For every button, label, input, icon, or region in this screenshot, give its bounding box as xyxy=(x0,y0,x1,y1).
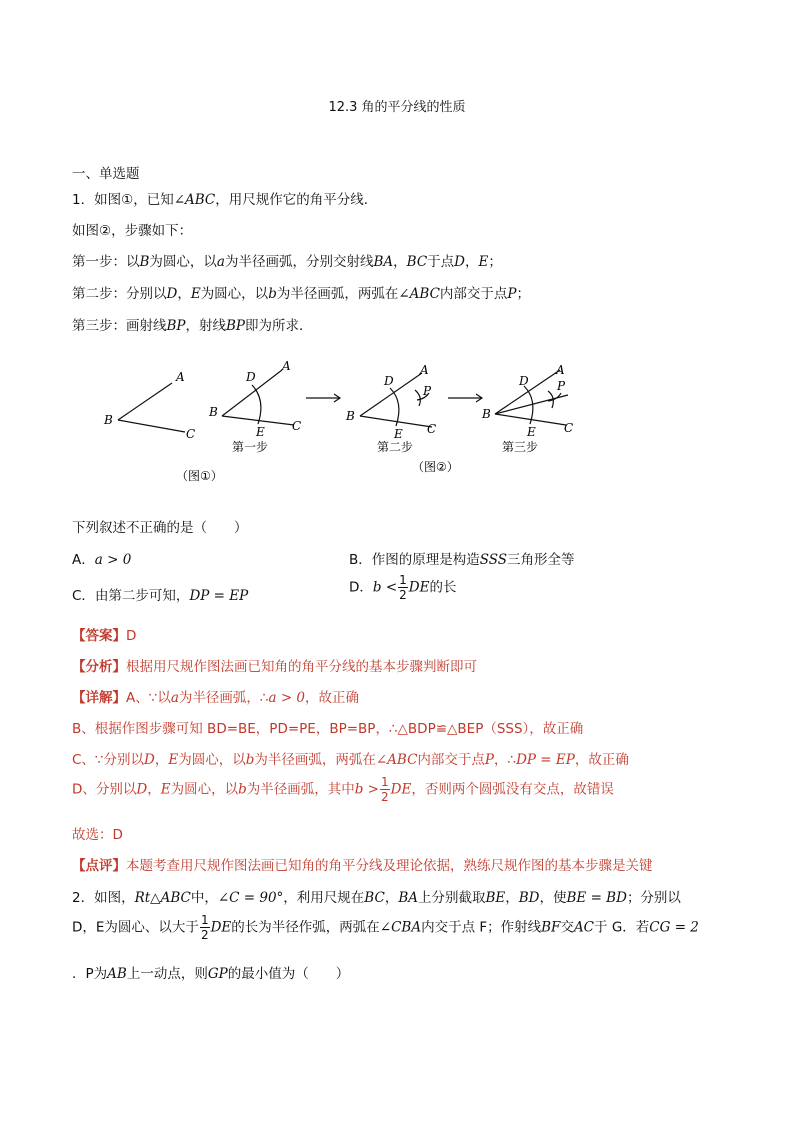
detail-text: ，故正确 xyxy=(305,690,360,706)
comma: ， xyxy=(177,286,191,302)
detail-text: A、∵以 xyxy=(126,690,171,706)
option-c-text: 由第二步可知， xyxy=(94,588,190,604)
q2-be: BE xyxy=(485,890,506,906)
detail-math: a > 0 xyxy=(268,690,306,706)
step3-caption: 第三步 xyxy=(502,440,539,454)
step1-label-a: A xyxy=(282,359,291,373)
step-text: 为半径画弧，两弧在 xyxy=(276,286,399,302)
option-d-math: b < xyxy=(372,579,398,596)
q1-step3 xyxy=(72,314,313,334)
comment-label: 【点评】 xyxy=(72,858,126,874)
step-text: 为半径画弧，分别交射线 xyxy=(224,254,374,270)
q1-number: 1． xyxy=(72,192,95,208)
fraction-numerator: 1 xyxy=(399,573,407,587)
step2-label-p: P xyxy=(423,384,432,398)
q2-line-2 xyxy=(72,914,699,941)
q2-line-1 xyxy=(72,886,681,906)
step3-label-a: A xyxy=(556,363,565,377)
ray-ba: BA xyxy=(373,254,394,270)
step3-label-d: D xyxy=(519,374,529,388)
q2-bf: BF xyxy=(541,919,561,936)
q2-ab: AB xyxy=(107,966,127,982)
detail-text: 为半径画弧，∴ xyxy=(178,690,269,706)
point-p: P xyxy=(507,286,517,302)
option-d xyxy=(349,574,456,601)
detail-label: 【详解】 xyxy=(72,690,126,706)
fig1-ray-bc xyxy=(118,420,185,432)
q2-angle-cba: ∠CBA xyxy=(379,919,422,936)
step-text: 第一步：以 xyxy=(72,254,140,270)
q1-fig-intro: 如图②，步骤如下： xyxy=(72,223,193,239)
step-text: 于点 xyxy=(427,254,455,270)
point-e: E xyxy=(160,781,171,798)
step2-label-a: A xyxy=(420,363,429,377)
section-heading: 一、单选题 xyxy=(72,166,140,182)
q2-gp: GP xyxy=(207,966,228,982)
step2-label-b: B xyxy=(346,409,355,423)
detail-math: b > xyxy=(354,781,379,798)
option-a xyxy=(72,548,131,568)
q2-bd: BD xyxy=(518,890,540,906)
point-p: P xyxy=(484,752,495,768)
var-a: a xyxy=(216,254,225,270)
q2-text: ；分别以 xyxy=(626,890,681,906)
fraction-denominator: 2 xyxy=(399,588,407,602)
answer-line xyxy=(72,624,136,644)
step-text: 第二步：分别以 xyxy=(72,286,167,302)
point-e: E xyxy=(190,286,201,302)
step3-label-c: C xyxy=(564,421,574,435)
step-text: ，射线 xyxy=(185,318,227,334)
q2-text: 的长为半径作弧，两弧在 xyxy=(231,919,380,936)
comma: ， xyxy=(154,752,169,768)
q2-text: 如图， xyxy=(94,890,135,906)
step1-caption: 第一步 xyxy=(232,440,269,454)
option-b-text: 三角形全等 xyxy=(507,552,575,568)
step-text: 内部交于点 xyxy=(439,286,508,302)
point-e: E xyxy=(168,752,179,768)
fig1-label-a: A xyxy=(176,370,185,384)
detail-text: 为圆心，以 xyxy=(178,752,246,768)
var-b: b xyxy=(238,781,247,798)
q2-text: 中， xyxy=(190,890,218,906)
option-b xyxy=(349,548,575,568)
option-c-label: C． xyxy=(72,588,95,604)
q1-stem-text: ，用尺规作它的角平分线． xyxy=(215,192,378,208)
ray-bc: BC xyxy=(406,254,428,270)
segment-de: DE xyxy=(390,781,412,798)
step1-label-e: E xyxy=(256,425,265,439)
analysis-label: 【分析】 xyxy=(72,659,126,675)
detail-text: C、∵分别以 xyxy=(72,752,145,768)
point-e: E xyxy=(478,254,489,270)
detail-line-a xyxy=(72,686,359,706)
fig1-ray-ba xyxy=(118,383,172,420)
q2-number: 2． xyxy=(72,890,95,906)
step2-arc-small xyxy=(415,390,420,406)
step2-caption: 第二步 xyxy=(377,440,414,454)
ray-bp: BP xyxy=(226,318,246,334)
construction-figures xyxy=(90,350,710,490)
analysis-line xyxy=(72,655,477,675)
answer-value: D xyxy=(126,628,137,644)
detail-text: 为半径画弧，两弧在 xyxy=(254,752,376,768)
q2-ba: BA xyxy=(398,890,418,906)
q2-ac: AC xyxy=(573,919,595,936)
option-b-sss: SSS xyxy=(479,552,508,568)
q2-text: 内交于点 F；作射线 xyxy=(421,919,542,936)
step-text: 为圆心，以 xyxy=(149,254,217,270)
step1-label-c: C xyxy=(292,419,302,433)
point-d: D xyxy=(144,752,155,768)
comma: ， xyxy=(384,890,399,906)
q1-prompt: 下列叙述不正确的是（ ） xyxy=(72,520,248,536)
comma: ， xyxy=(505,890,519,906)
point-d: D xyxy=(166,286,178,302)
var-b: b xyxy=(268,286,277,302)
point-d: D xyxy=(136,781,148,798)
option-c-math: DP = EP xyxy=(189,588,249,604)
fraction-denominator: 2 xyxy=(381,790,389,804)
step3-label-p: P xyxy=(557,379,566,393)
angle-abc: ∠ABC xyxy=(375,752,418,768)
option-c xyxy=(72,584,248,604)
q2-text: 上分别截取 xyxy=(417,890,486,906)
point-d: D xyxy=(454,254,465,270)
q2-text: ，使 xyxy=(539,890,567,906)
option-b-label: B． xyxy=(349,552,372,568)
q2-text: ，利用尺规在 xyxy=(283,890,365,906)
comma: ， xyxy=(465,254,479,270)
comment-line xyxy=(72,854,653,874)
comment-text: 本题考查用尺规作图法画已知角的角平分线及理论依据，熟练尺规作图的基本步骤是关键 xyxy=(126,858,653,874)
option-a-label: A． xyxy=(72,552,95,568)
fig1-label-c: C xyxy=(186,427,196,441)
q1-step1 xyxy=(72,250,502,270)
comma: ， xyxy=(393,254,407,270)
detail-math: DP = EP xyxy=(516,752,575,768)
var-b: b xyxy=(245,752,255,768)
ray-bp: BP xyxy=(166,318,186,334)
q2-be-bd: BE = BD xyxy=(566,890,627,906)
fraction-numerator: 1 xyxy=(200,913,209,927)
step1-label-b: B xyxy=(209,405,218,419)
fig1-label-b: B xyxy=(104,413,113,427)
q2-triangle: Rt△ABC xyxy=(134,890,191,906)
q2-text: ．P为 xyxy=(72,966,108,982)
fraction-numerator: 1 xyxy=(381,775,389,789)
semicolon: ； xyxy=(516,286,530,302)
step2-label-d: D xyxy=(384,374,394,388)
q2-text: 上一动点，则 xyxy=(126,966,208,982)
q2-cg: CG = 2 xyxy=(649,919,699,936)
q1-stem xyxy=(72,188,377,208)
fig1-caption: （图①） xyxy=(176,469,223,483)
step-text: 即为所求． xyxy=(245,318,313,334)
fraction-half xyxy=(380,776,390,803)
analysis-text: 根据用尺规作图法画已知角的角平分线的基本步骤判断即可 xyxy=(126,659,477,675)
detail-text: ，∴ xyxy=(494,752,517,768)
q2-text: 于 G．若 xyxy=(594,919,650,936)
detail-line-d xyxy=(72,776,614,803)
detail-line-c xyxy=(72,748,629,768)
step3-label-b: B xyxy=(482,407,491,421)
q1-stem-text: 如图①，已知 xyxy=(94,192,174,208)
q1-step2 xyxy=(72,282,530,302)
fraction-half xyxy=(200,914,210,941)
fraction-half xyxy=(398,574,408,601)
semicolon: ； xyxy=(488,254,502,270)
detail-text: 为半径画弧，其中 xyxy=(246,781,355,798)
fig2-caption: （图②） xyxy=(412,460,459,474)
conclusion-line: 故选：D xyxy=(72,827,123,843)
answer-label: 【答案】 xyxy=(72,628,126,644)
detail-text: ，否则两个圆弧没有交点，故错误 xyxy=(411,781,614,798)
q2-text: 的最小值为（ ） xyxy=(227,966,350,982)
segment-de: DE xyxy=(408,579,430,596)
var-b: B xyxy=(139,254,150,270)
step1-arc xyxy=(252,385,261,424)
q2-line-3 xyxy=(72,962,349,982)
option-a-math: a > 0 xyxy=(94,552,132,568)
detail-line-b: B、根据作图步骤可知 BD=BE，PD=PE，BP=BP，∴△BDP≌△BEP（SSS），故正确 xyxy=(72,721,584,737)
angle-abc: ∠ABC xyxy=(398,286,440,302)
detail-text: 为圆心，以 xyxy=(170,781,239,798)
option-b-text: 作图的原理是构造 xyxy=(371,552,480,568)
q2-de: DE xyxy=(210,919,232,936)
q2-text: 交 xyxy=(560,919,574,936)
step-text: 为圆心，以 xyxy=(200,286,269,302)
q2-text: D，E为圆心、以大于 xyxy=(72,919,199,936)
step3-label-e: E xyxy=(527,425,536,439)
detail-text: ，故正确 xyxy=(574,752,629,768)
q2-bc: BC xyxy=(364,890,385,906)
angle-abc: ∠ABC xyxy=(173,192,216,208)
step-text: 第三步：画射线 xyxy=(72,318,167,334)
step1-label-d: D xyxy=(246,370,256,384)
q2-angle-c: ∠C = 90° xyxy=(217,890,284,906)
step2-label-c: C xyxy=(427,422,437,436)
step2-label-e: E xyxy=(394,427,403,441)
var-a: a xyxy=(170,690,179,706)
detail-text: 内部交于点 xyxy=(417,752,485,768)
fraction-denominator: 2 xyxy=(200,928,209,942)
detail-text: D、分别以 xyxy=(72,781,137,798)
comma: ， xyxy=(147,781,161,798)
page-title: 12.3 角的平分线的性质 xyxy=(328,100,466,115)
option-d-text: 的长 xyxy=(429,579,457,596)
option-d-label: D． xyxy=(349,579,373,596)
